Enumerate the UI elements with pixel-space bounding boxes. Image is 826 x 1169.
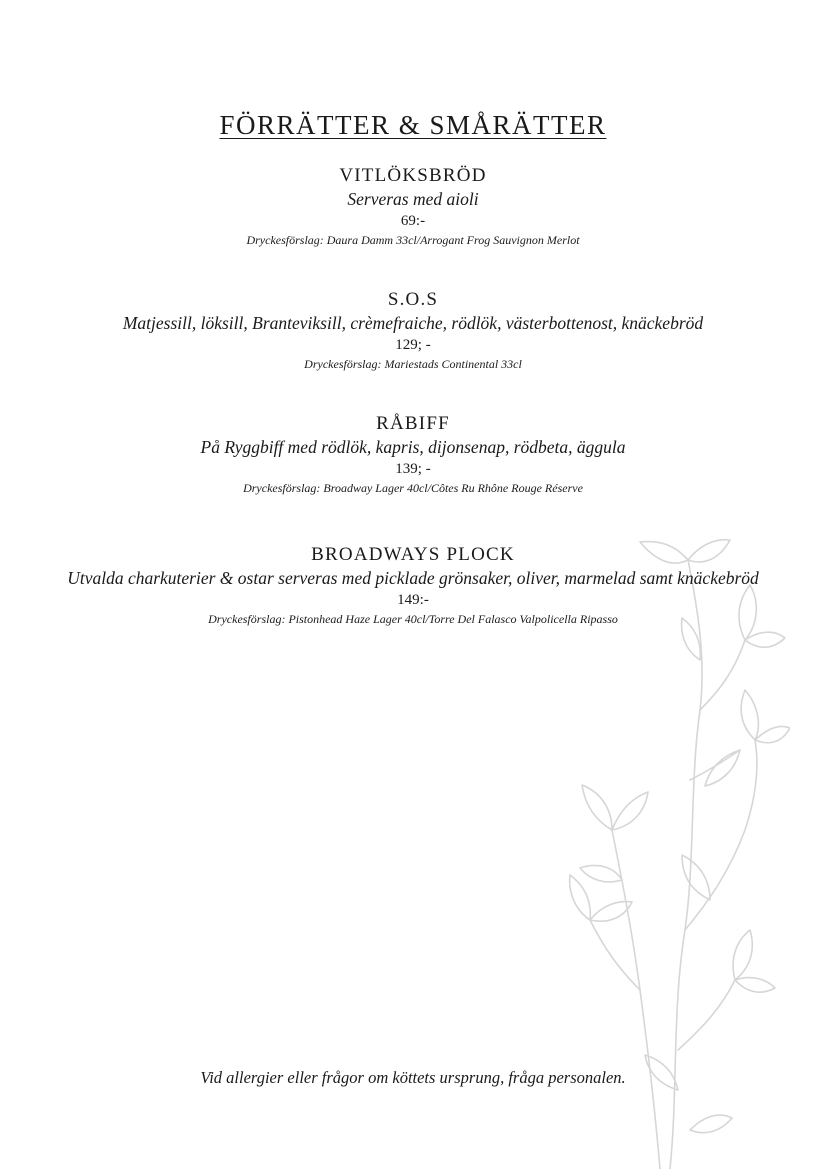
allergy-notice: Vid allergier eller frågor om köttets ursprung, fråga personalen. [200,1068,626,1087]
menu-item-description: Utvalda charkuterier & ostar serveras med picklade grönsaker, oliver, marmelad samt knäckebröd [67,568,759,588]
menu-item [60,164,766,248]
menu-item [60,288,766,372]
menu-item-name: RÅBIFF [376,413,450,434]
menu-section-title: FÖRRÄTTER & SMÅRÄTTER [219,110,607,140]
menu-item [60,543,766,627]
menu-item-price: 139; - [395,461,431,477]
menu-item-price: 69:- [400,213,426,229]
menu-item-name: VITLÖKSBRÖD [339,165,487,186]
menu-item-price: 149:- [397,592,429,608]
menu-item-name: BROADWAYS PLOCK [311,544,515,565]
menu-item-description: Serveras med aioli [347,189,479,209]
menu-item-drink-suggestion: Dryckesförslag: Pistonhead Haze Lager 40cl/Torre Del Falasco Valpolicella Ripasso [208,612,618,626]
menu-item-description: På Ryggbiff med rödlök, kapris, dijonsenap, rödbeta, äggula [200,437,626,457]
menu-item-drink-suggestion: Dryckesförslag: Mariestads Continental 33cl [304,357,522,371]
menu-item-name: S.O.S [387,289,439,310]
menu-item-description: Matjessill, löksill, Branteviksill, crèmefraiche, rödlök, västerbottenost, knäckebröd [122,313,704,333]
menu-item-drink-suggestion: Dryckesförslag: Daura Damm 33cl/Arrogant Frog Sauvignon Merlot [246,233,580,247]
menu-item-price: 129; - [395,337,431,353]
menu-item-drink-suggestion: Dryckesförslag: Broadway Lager 40cl/Côtes Ru Rhône Rouge Réserve [243,481,583,495]
menu-item [60,412,766,496]
